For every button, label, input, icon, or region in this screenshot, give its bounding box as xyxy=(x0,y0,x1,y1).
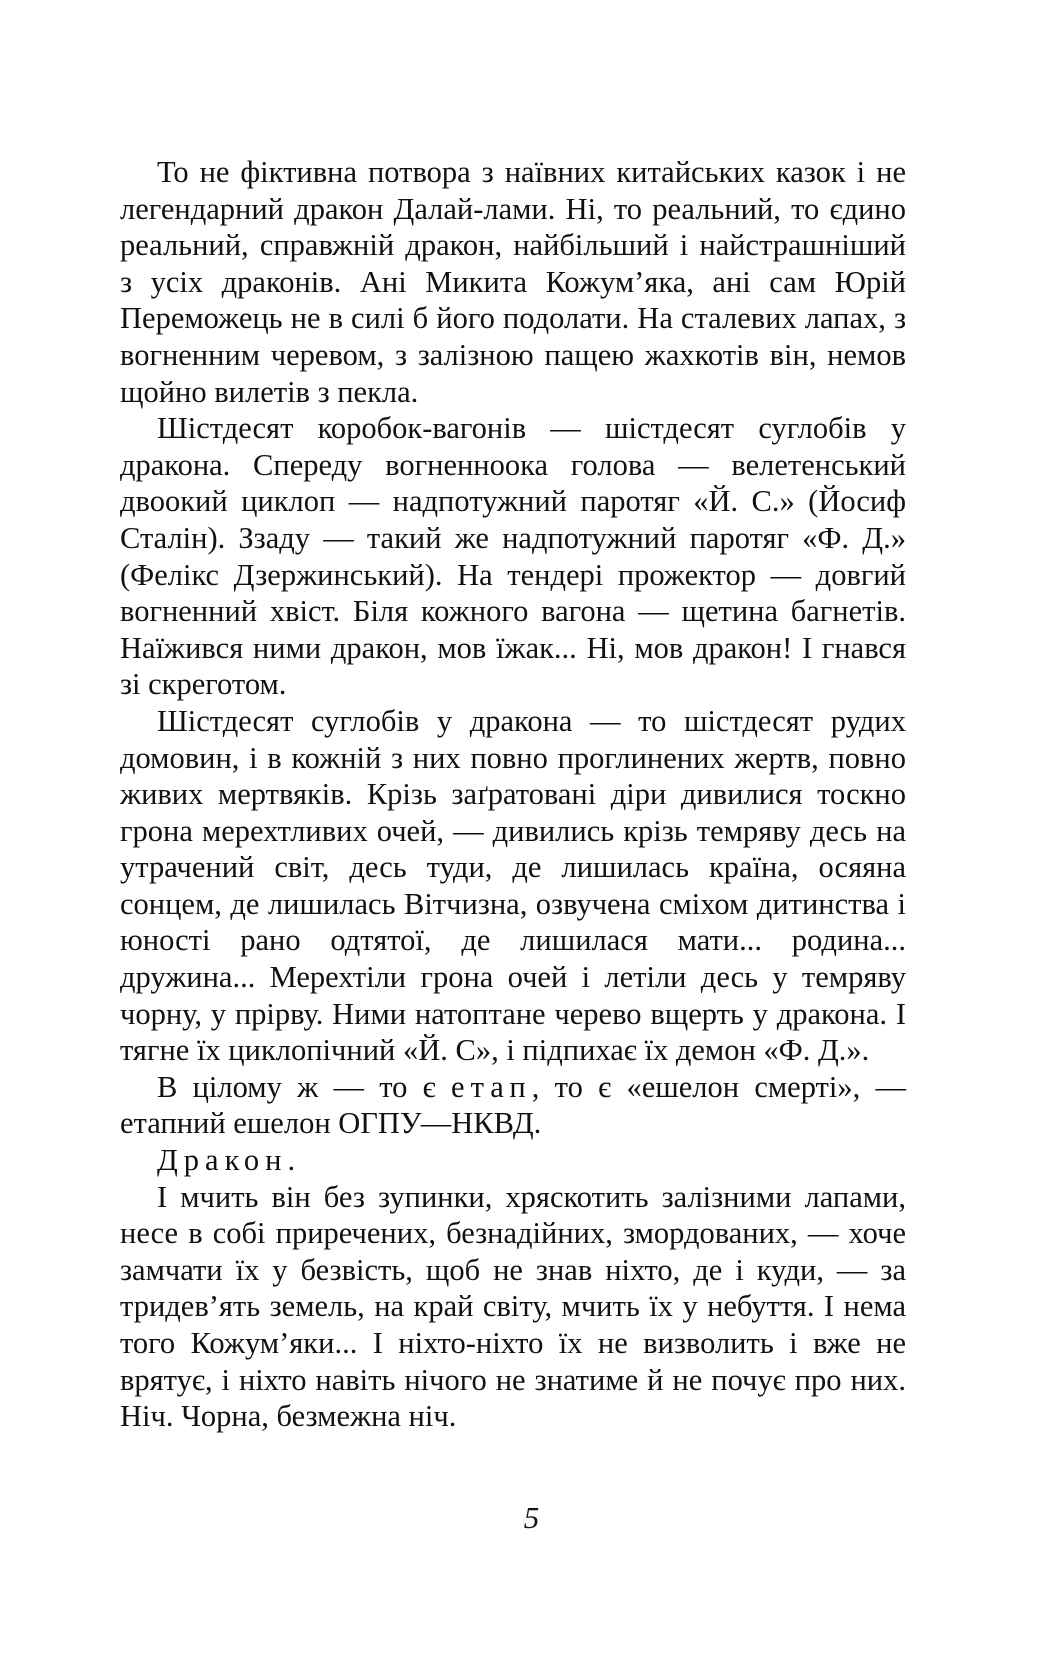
paragraph: Шістдесят суглобів у дракона — то шістдесят рудих домовин, і в кожній з них повно проглинених жертв, повно живих мертвяків. Крізь заґратовані діри дивилися тоскно грона мерехтливих очей, — дивились крізь темряву десь на утрачений світ, десь туди, де лишилась країна, осяяна сонцем, де лишилась Вітчизна, озвучена сміхом дитинства і юності рано одтятої, де лишилася мати... родина... дружина... Мерехтіли грона очей і летіли десь у темряву чорну, у прірву. Ними натоптане черево вщерть у дракона. І тягне їх циклопічний «Й. С», і підпихає їх демон «Ф. Д.». xyxy=(120,703,906,1068)
paragraph-text: В цілому ж — то є xyxy=(157,1069,452,1104)
spaced-emphasis: Дракон xyxy=(157,1143,288,1178)
spaced-emphasis: етап xyxy=(451,1069,532,1104)
paragraph-text: , то є «ешелон смерті», — етапний ешелон ОГПУ—НКВД. xyxy=(120,1069,906,1141)
paragraph xyxy=(120,1142,906,1179)
body-text xyxy=(120,154,906,1435)
paragraph-text: . xyxy=(287,1143,296,1178)
paragraph: То не фіктивна потвора з наївних китайських казок і не легендарний дракон Далай-лами. Ні, то реальний, то єдино реальний, справжній дракон, найбільший і найстрашніший з усіх драконів. Ані Микита Кожум’яка, ані сам Юрій Переможець не в силі б його подолати. На сталевих лапах, з вогненним черевом, з залізною пащею жахкотів він, немов щойно вилетів з пекла. xyxy=(120,155,906,409)
paragraph: Шістдесят коробок-вагонів — шістдесят суглобів у дракона. Спереду вогненноока голова — велетенський двоокий циклоп — надпотужний паротяг «Й. С.» (Йосиф Сталін). Ззаду — такий же надпотужний паротяг «Ф. Д.» (Фелікс Дзержинський). На тендері прожектор — довгий вогненний хвіст. Біля кожного вагона — щетина багнетів. Наїжився ними дракон, мов їжак... Ні, мов дракон! І гнався зі скреготом. xyxy=(120,411,906,702)
paragraph: І мчить він без зупинки, хряскотить залізними лапами, несе в собі приречених, безнадійних, змордованих, — хоче замчати їх у безвість, щоб не знав ніхто, де і куди, — за тридев’ять земель, на край світу, мчить їх у небуття. І нема того Кожум’яки... І ніхто-ніхто їх не визволить і вже не врятує, і ніхто навіть нічого не знатиме й не почує про них. Ніч. Чорна, безмежна ніч. xyxy=(120,1179,906,1434)
paragraph xyxy=(120,1069,906,1142)
page-number: 5 xyxy=(523,1500,540,1535)
